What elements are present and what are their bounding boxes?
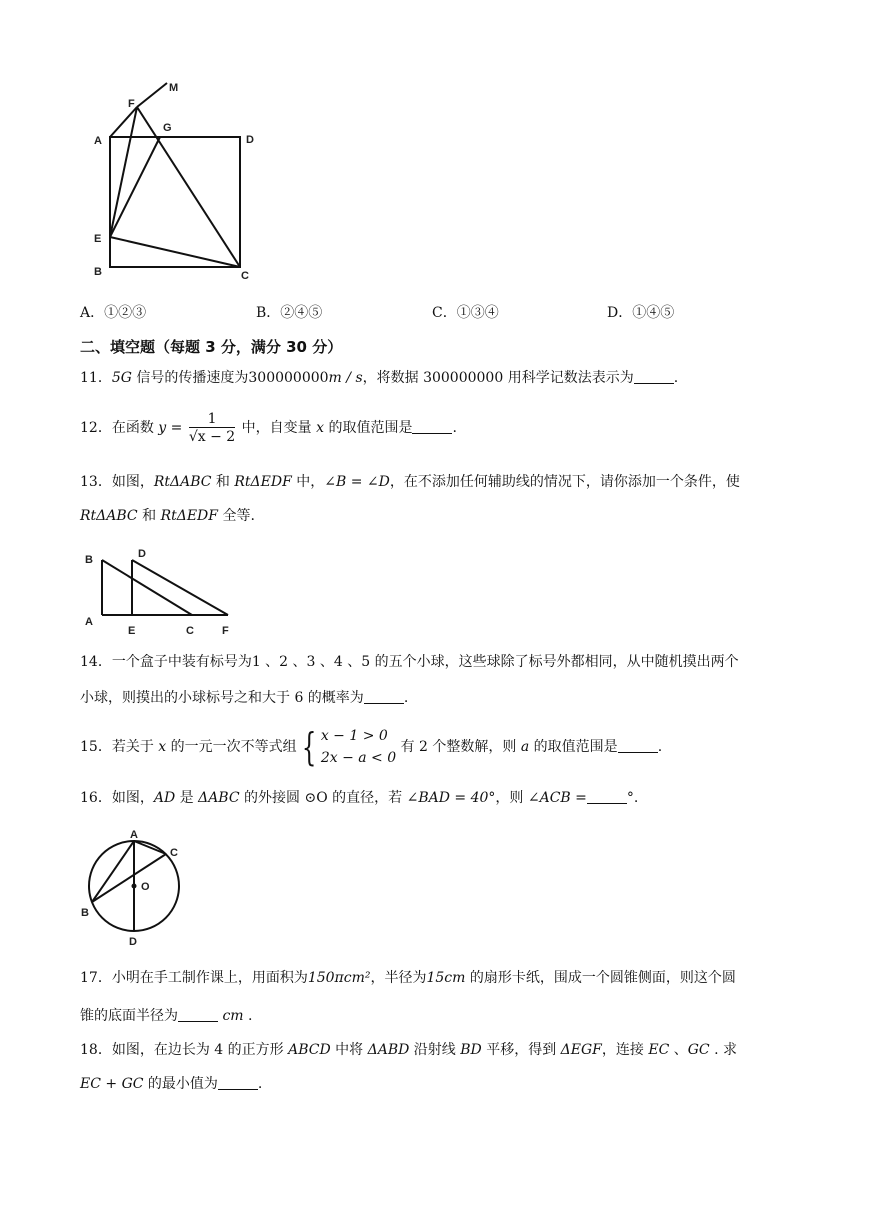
figure-circle	[78, 826, 188, 948]
option-c[interactable]: C．①③④	[432, 305, 499, 321]
inequality-system: x − 1 > 0 2x − a < 0	[320, 728, 397, 766]
label-f: F	[128, 98, 135, 110]
chord-ab	[92, 841, 134, 902]
option-b[interactable]: B．②④⑤	[256, 305, 323, 321]
segment-fe	[110, 107, 137, 237]
square-abcd	[110, 137, 240, 267]
center-dot	[132, 884, 137, 889]
label-a: A	[94, 135, 102, 147]
label-m: M	[169, 82, 179, 94]
answer-blank-17[interactable]	[178, 1007, 218, 1022]
label-a: A	[85, 616, 93, 628]
option-d[interactable]: D．①④⑤	[607, 305, 675, 321]
answer-blank-16[interactable]	[587, 789, 627, 804]
label-d: D	[138, 548, 146, 560]
question-18-line1: 18．如图，在边长为 4 的正方形 ABCD 中将 ΔABD 沿射线 BD 平移，得到 ΔEGF，连接 EC 、GC . 求	[80, 1042, 738, 1058]
label-c: C	[170, 847, 178, 859]
label-e: E	[128, 625, 136, 637]
answer-blank-15[interactable]	[618, 738, 658, 753]
label-b: B	[94, 266, 102, 278]
answer-blank-18[interactable]	[218, 1075, 258, 1090]
question-15: 15．若关于 x 的一元一次不等式组 { x − 1 > 0 2x − a < 0 有 2 个整数解，则 a 的取值范围是 .	[80, 725, 663, 769]
ray-fm	[137, 83, 167, 107]
answer-blank-12[interactable]	[412, 419, 452, 434]
question-13-line2: RtΔABC 和 RtΔEDF 全等.	[80, 508, 255, 524]
figure-square-abcd	[85, 75, 285, 285]
question-12: 12．在函数 y = $\frac{1}{√x - 2}$ 中，自变量 x 的取值范围是 .	[80, 410, 457, 445]
question-14-line1: 14．一个盒子中装有标号为1 、2 、3 、4 、5 的五个小球，这些球除了标号外都相同，从中随机摸出两个	[80, 654, 739, 670]
label-b: B	[85, 554, 93, 566]
question-18-line2: EC + GC 的最小值为 .	[80, 1076, 263, 1092]
option-a[interactable]: A．①②③	[80, 305, 147, 321]
label-b: B	[81, 907, 89, 919]
label-c: C	[241, 270, 249, 282]
brace: {	[301, 725, 316, 769]
segment-ge	[110, 137, 160, 237]
figure-right-triangles	[80, 545, 250, 640]
segment-ec	[110, 237, 240, 267]
answer-blank-11[interactable]	[634, 369, 674, 384]
label-f: F	[222, 625, 229, 637]
question-17-line1: 17．小明在手工制作课上，用面积为150πcm²，半径为15cm 的扇形卡纸，围成一个圆锥侧面，则这个圆	[80, 970, 736, 986]
label-g: G	[163, 122, 172, 134]
fraction: $\frac{1}{√x - 2}$	[188, 410, 236, 445]
question-14-line2: 小球，则摸出的小球标号之和大于 6 的概率为 .	[80, 690, 409, 706]
question-16: 16．如图，AD 是 ΔABC 的外接圆 ⊙O 的直径，若 ∠BAD = 40°，则 ∠ACB = °.	[80, 790, 639, 806]
segment-fc	[137, 107, 240, 267]
label-a: A	[130, 829, 138, 841]
label-d: D	[246, 134, 254, 146]
label-o: O	[141, 881, 150, 893]
question-17-line2: 锥的底面半径为 cm .	[80, 1008, 253, 1024]
label-e: E	[94, 233, 102, 245]
chord-bc	[92, 854, 166, 902]
question-13-line1: 13．如图，RtΔABC 和 RtΔEDF 中，∠B = ∠D，在不添加任何辅助线的情况下，请你添加一个条件，使	[80, 474, 740, 490]
question-11: 11．5G 信号的传播速度为300000000m / s，将数据 300000000 用科学记数法表示为 .	[80, 370, 679, 386]
answer-blank-14[interactable]	[364, 689, 404, 704]
section-title: 二、填空题（每题 3 分，满分 30 分）	[80, 338, 343, 356]
label-c: C	[186, 625, 194, 637]
label-d: D	[129, 936, 137, 948]
